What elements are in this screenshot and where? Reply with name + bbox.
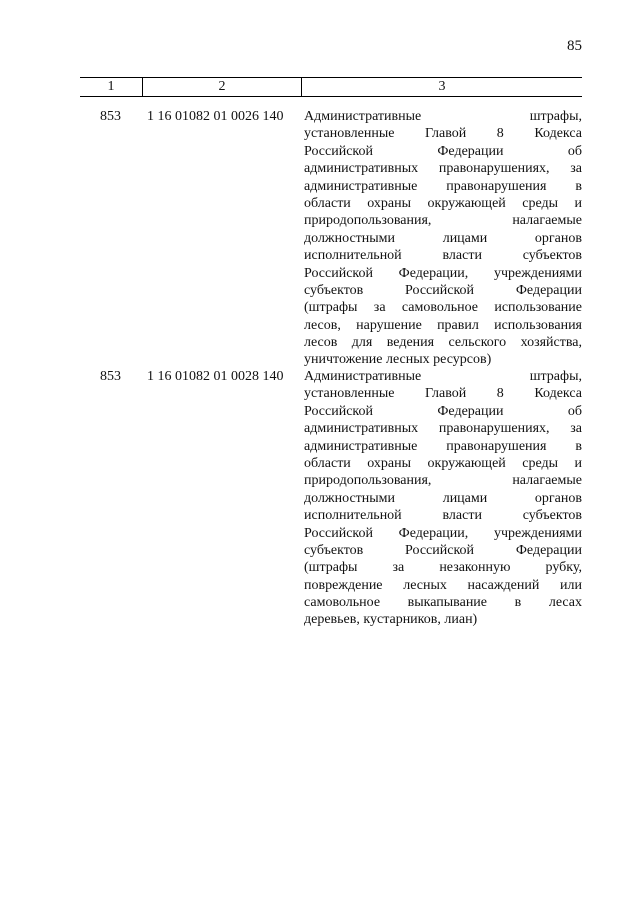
description-line: установленные Главой 8 Кодекса: [304, 126, 582, 142]
description-line: Российской Федерации, учреждениями: [304, 265, 582, 281]
description-line: Российской Федерации об: [304, 403, 582, 419]
header-col-1: 1: [80, 78, 143, 96]
description-line: области охраны окружающей среды и: [304, 455, 582, 471]
page-number: 85: [567, 38, 582, 54]
description-line: уничтожение лесных ресурсов): [304, 352, 492, 368]
description-line: природопользования, налагаемые: [304, 473, 582, 489]
description-line: повреждение лесных насаждений или: [304, 577, 582, 593]
description-line: должностными лицами органов: [304, 230, 582, 246]
row-description: [304, 108, 582, 369]
description-line: установленные Главой 8 Кодекса: [304, 386, 582, 402]
header-col-3: 3: [438, 79, 446, 94]
description-line: исполнительной власти субъектов: [304, 248, 582, 264]
description-line: природопользования, налагаемые: [304, 213, 582, 229]
description-line: (штрафы за незаконную рубку,: [304, 560, 582, 576]
description-line: административных правонарушениях, за: [304, 421, 582, 437]
agency-code: 853: [100, 369, 121, 384]
description-line: Российской Федерации, учреждениями: [304, 525, 582, 541]
table-header: [80, 77, 582, 97]
row-description: [304, 368, 582, 629]
description-line: (штрафы за самовольное использование: [304, 300, 582, 316]
description-line: области охраны окружающей среды и: [304, 195, 582, 211]
description-line: самовольное выкапывание в лесах: [304, 595, 582, 611]
description-line: субъектов Российской Федерации: [304, 542, 582, 558]
description-line: административные правонарушения в: [304, 438, 582, 454]
description-line: лесов, нарушение правил использования: [304, 317, 582, 333]
description-line: Административные штрафы,: [304, 369, 582, 384]
agency-code: 853: [100, 109, 121, 124]
budget-classification-code: 1 16 01082 01 0028 140: [147, 369, 284, 384]
description-line: исполнительной власти субъектов: [304, 508, 582, 524]
description-line: деревьев, кустарников, лиан): [304, 612, 478, 628]
description-line: Административные штрафы,: [304, 109, 582, 124]
description-line: субъектов Российской Федерации: [304, 282, 582, 298]
description-line: административных правонарушениях, за: [304, 161, 582, 177]
description-line: должностными лицами органов: [304, 490, 582, 506]
description-line: административные правонарушения в: [304, 178, 582, 194]
description-line: Российской Федерации об: [304, 143, 582, 159]
budget-classification-code: 1 16 01082 01 0026 140: [147, 109, 284, 124]
description-line: лесов для ведения сельского хозяйства,: [304, 335, 582, 351]
header-col-2: 2: [143, 78, 302, 96]
